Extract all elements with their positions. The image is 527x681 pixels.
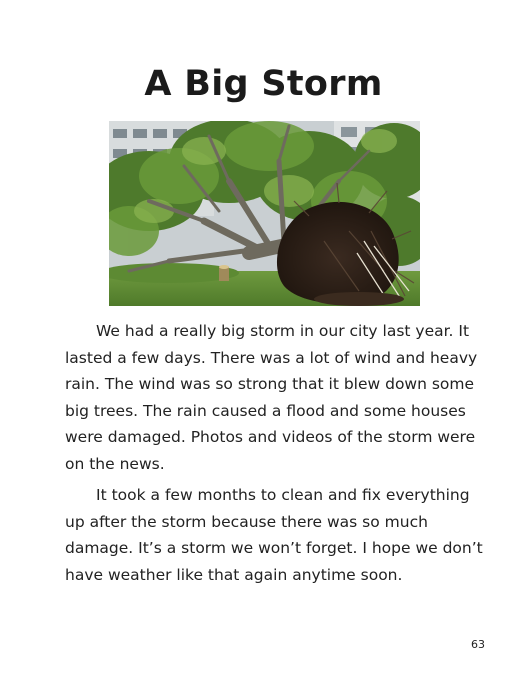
page-title: A Big Storm: [144, 64, 383, 104]
text-line: were damaged. Photos and videos of the storm were: [65, 428, 476, 447]
text-line: It took a few months to clean and fix everything: [96, 486, 470, 504]
page-number: 63: [471, 638, 485, 651]
paragraph-1: [65, 318, 485, 478]
text-line: We had a really big storm in our city last year. It: [96, 322, 470, 340]
text-line: up after the storm because there was so much: [65, 512, 428, 531]
text-line: on the news.: [65, 454, 165, 473]
paragraph-2: [65, 482, 485, 588]
text-line: rain. The wind was so strong that it blew down some: [65, 375, 475, 394]
text-line: big trees. The rain caused a flood and some houses: [65, 401, 466, 420]
text-line: lasted a few days. There was a lot of wind and heavy: [65, 348, 478, 367]
fallen-tree-photo: [109, 121, 420, 306]
text-line: have weather like that again anytime soon.: [65, 565, 403, 584]
text-line: damage. It’s a storm we won’t forget. I hope we don’t: [65, 539, 483, 558]
